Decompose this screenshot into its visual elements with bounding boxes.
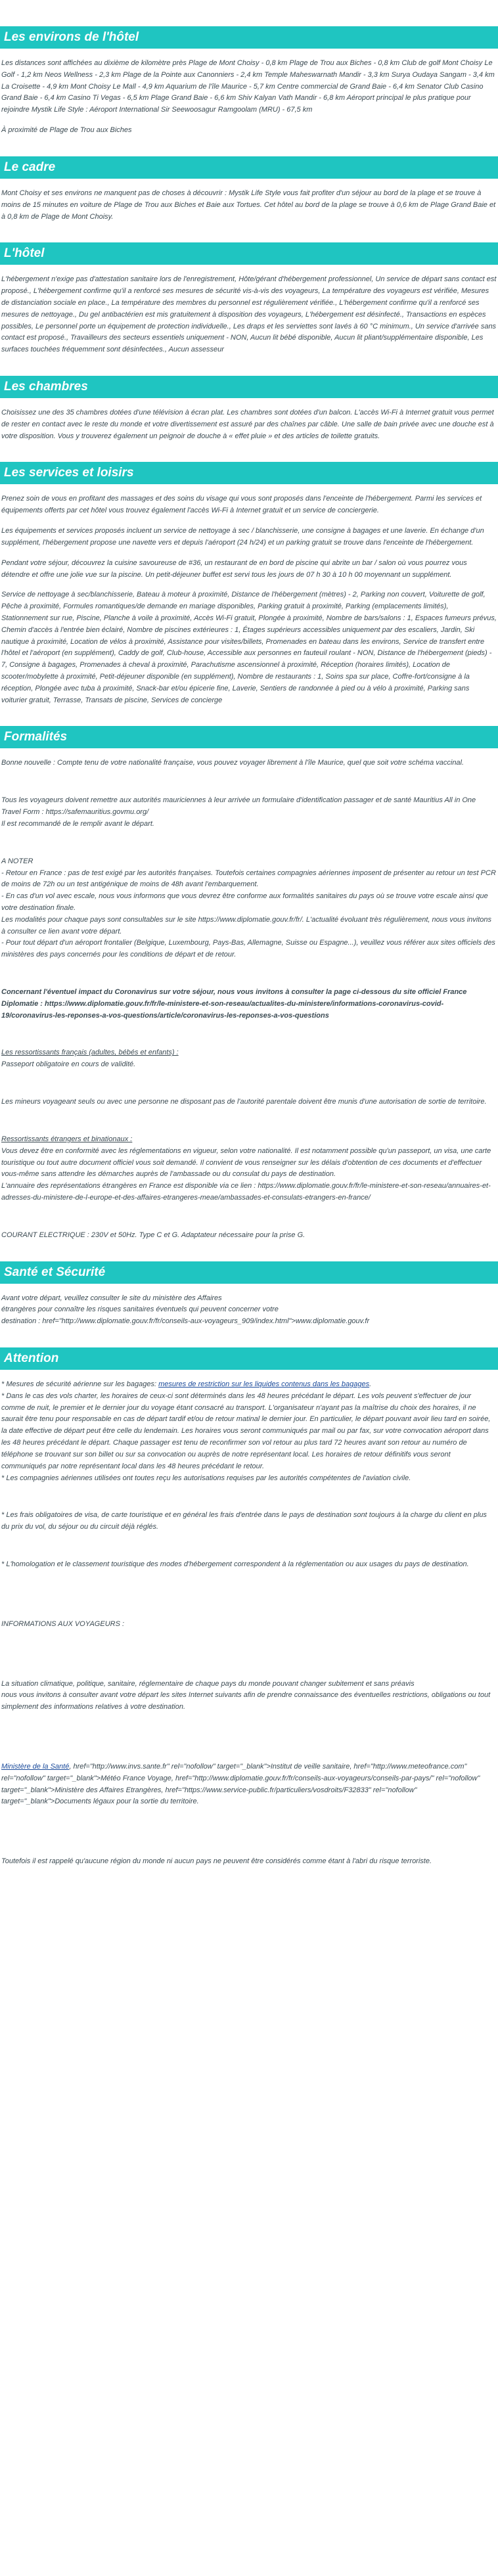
paragraph: Choisissez une des 35 chambres dotées d'une télévision à écran plat. Les chambres sont dotées d'un balcon. L'accès Wi-Fi à Internet gratuit vous permet de rester en contact avec le reste du monde et votre divertissement est assuré par des chaînes par câble. Une salle de bain privée avec une douche est à votre disposition. Vous y trouverez également un peignoir de douche à « effet pluie » et des articles de toilette gratuits. (1, 409, 494, 440)
section-title: Attention (0, 1347, 498, 1370)
section-environs (0, 26, 498, 137)
text-line: * Mesures de sécurité aérienne sur les bagages: (1, 1380, 159, 1388)
text-line: * Les compagnies aériennes utilisées ont toutes reçu les autorisations requises par les autorités compétentes de l'aviation civile. (1, 1474, 411, 1482)
liquids-restriction-link[interactable]: mesures de restriction sur les liquides contenus dans les bagages (158, 1380, 370, 1388)
paragraph: * Les frais obligatoires de visa, de carte touristique et en général les frais d'entrée dans le pays de destination sont toujours à la charge du client en plus du prix du vol, du séjour ou du circuit déjà réglés. (1, 1511, 487, 1531)
section-title: L'hôtel (0, 242, 498, 265)
paragraph: À proximité de Plage de Trou aux Biches (1, 126, 132, 135)
links-block (1, 1761, 497, 1808)
text-line: - Retour en France : pas de test exigé par les autorités françaises. Toutefois certaines compagnies aériennes imposent de présenter au retour un test PCR de moins de 72h ou un test antigénique de moins de 48h avant l'embarquement. (1, 869, 496, 889)
paragraph: Toutefois il est rappelé qu'aucune région du monde ni aucun pays ne peuvent être considérés comme étant à l'abri du risque terroriste. (1, 1857, 432, 1866)
note-title: A NOTER (1, 857, 34, 865)
paragraph: L'hébergement n'exige pas d'attestation sanitaire lors de l'enregistrement, Hôte/gérant d'hébergement professionnel, Un service de départ sans contact est proposé., L'hébergement confirme qu'il a renforcé ses mesures de sécurité vis-à-vis des voyageurs, La température des voyageurs est vérifiée, Mesures de distanciation sociale en place., La température des membres du personnel est régulièrement vérifiée., L'hébergement confirme qu'il a renforcé ses mesures de nettoyage., Du gel antibactérien est mis gratuitement à disposition des voyageurs, L'hébergement est désinfecté., Transactions en espèces possibles, Le personnel porte un équipement de protection individuelle., Les draps et les serviettes sont lavés à 60 °C minimum., Un service d'arrivée sans contact est proposé., Travailleurs des secteurs essentiels uniquement - NON, Aucun lit bébé disponible, Aucun lit pliant/supplémentaire disponible, Les surfaces touchées fréquemment sont désinfectées., Aucun assesseur (1, 275, 497, 354)
paragraph: Mont Choisy et ses environs ne manquent pas de choses à découvrir : Mystik Life Style vous fait profiter d'un séjour au bord de la plage et se trouve à moins de 15 minutes en voiture de Plage de Trou aux Biches et Baie aux Tortues. Cet hôtel au bord de la plage se trouve à 0,6 km de Plage Grand Baie et à 0,8 km de Plage de Mont Choisy. (1, 189, 496, 221)
text-line: Tous les voyageurs doivent remettre aux autorités mauriciennes à leur arrivée un formulaire d'identification passager et de santé Mauritius All in One Travel Form : https://safemauritius.govmu.org/ (1, 796, 476, 817)
paragraph: Les distances sont affichées au dixième de kilomètre près Plage de Mont Choisy - 0,8 km Plage de Trou aux Biches - 0,8 km Club de golf Mont Choisy Le Golf - 1,2 km Neos Wellness - 2,3 km Plage de la Pointe aux Canonniers - 2,4 km Temple Maheswarnath Mandir - 3,3 km Surya Oudaya Sangam - 3,4 km La Croisette - 4,9 km Mont Choisy Le Mall - 4,9 km Aquarium de l'île Maurice - 5,7 km Centre commercial de Grand Baie - 6,4 km Senator Club Casino Grand Baie - 6,4 km Casino Ti Vegas - 6,5 km Plage Grand Baie - 6,6 km Shiv Kalyan Vath Mandir - 6,8 km Aéroport principal le plus pratique pour rejoindre Mystik Life Style : Aéroport International Sir Seewoosagur Ramgoolam (MRU) - 67,5 km (1, 59, 495, 114)
section-sante (0, 1261, 498, 1328)
section-title: Le cadre (0, 156, 498, 179)
text-line: destination : href="http://www.diplomatie.gouv.fr/fr/conseils-aux-voyageurs_909/index.html">www.diplomatie.gouv.fr (1, 1317, 370, 1326)
paragraph: Pendant votre séjour, découvrez la cuisine savoureuse de #36, un restaurant de en bord de piscine qui abrite un bar / salon où vous pourrez vous détendre et offre une jolie vue sur la piscine. Un petit-déjeuner buffet est servi tous les jours de 07 h 30 à 10 h 00 moyennant un supplément. (1, 558, 467, 579)
paragraph: * L'homologation et le classement touristique des modes d'hébergement correspondent à la réglementation ou aux usages du pays de destination. (1, 1560, 469, 1568)
section-services (0, 462, 498, 706)
section-attention (0, 1347, 498, 1868)
attention-block (1, 1379, 497, 1484)
info-block (1, 1679, 497, 1713)
text-line: nous vous invitons à consulter avant votre départ les sites Internet suivants afin de prendre connaissance des éventuelles restrictions, obligations ou tout simplement des informations relatives à votre destination. (1, 1691, 491, 1711)
section-title: Formalités (0, 726, 498, 748)
ministere-sante-link[interactable]: Ministère de la Santé (1, 1763, 70, 1771)
text-line: Passeport obligatoire en cours de validité. (1, 1060, 136, 1069)
text-line: - En cas d'un vol avec escale, nous vous informons que vous devrez être conforme aux formalités sanitaires du pays où se trouve votre escale ainsi que votre destination finale. (1, 892, 488, 912)
text-line: Vous devez être en conformité avec les réglementations en vigueur, selon votre nationalité. Il est notamment possible qu'un passeport, un visa, une carte touristique ou tout autre document officiel vous soit demandé. Il convient de vous renseigner sur les délais d'obtention de ces documents et d'effectuer vous-même sans attendre les démarches auprès de l'ambassade ou du consulat du pays de destination. (1, 1146, 491, 1179)
adults-title: Les ressortissants français (adultes, bébés et enfants) : (1, 1049, 179, 1057)
section-formalites (0, 726, 498, 1241)
electric-info: COURANT ELECTRIQUE : 230V et 50Hz. Type C et G. Adaptateur nécessaire pour la prise G. (1, 1231, 306, 1239)
paragraph: Les mineurs voyageant seuls ou avec une personne ne disposant pas de l'autorité parentale doivent être munis d'une autorisation de sortie de territoire. (1, 1098, 487, 1106)
paragraph: Bonne nouvelle : Compte tenu de votre nationalité française, vous pouvez voyager librement à l'île Maurice, quel que soit votre schéma vaccinal. (1, 759, 464, 767)
text-line: , href="http://www.invs.sante.fr" rel="nofollow" target="_blank">Institut de veille sanitaire, href="http://www.meteofrance.com" rel="nofollow" target="_blank">Météo France Voyage, href="http://www.diplomatie.gouv.fr/fr/conseils-aux-voyageurs/conseils-par-pays/" rel="nofollow" target="_blank">Ministère des Affaires Etrangères, href="https://www.service-public.fr/particuliers/vosdroits/F32833" rel="nofollow" target="_blank">Documents légaux pour la sortie du territoire. (1, 1763, 480, 1806)
coronavirus-notice: Concernant l'éventuel impact du Coronavirus sur votre séjour, nous vous invitons à consulter la page ci-dessous du site officiel France Diplomatie : https://www.diplomatie.gouv.fr/fr/le-ministere-et-son-reseau/actualites-du-ministere/informations-coronavirus-covid-19/coronavirus-les-reponses-a-vos-questions/article/coronavirus-les-reponses-a-vos-questions (1, 988, 467, 1020)
sante-block (1, 1293, 497, 1328)
section-chambres (0, 376, 498, 442)
section-title: Les services et loisirs (0, 462, 498, 484)
note-block (1, 856, 497, 961)
paragraph: Les équipements et services proposés incluent un service de nettoyage à sec / blanchisserie, une consigne à bagages et une laverie. En échange d'un supplément, l'hébergement propose une navette vers et depuis l'aéroport (24 h/24) et un parking gratuit se trouve dans l'enceinte de l'hébergement. (1, 527, 484, 547)
info-title: INFORMATIONS AUX VOYAGEURS : (1, 1619, 125, 1628)
section-cadre (0, 156, 498, 223)
adults-block (1, 1047, 497, 1071)
section-title: Les environs de l'hôtel (0, 26, 498, 49)
text-line: Il est recommandé de le remplir avant le départ. (1, 819, 154, 828)
text-line: L'annuaire des représentations étrangères en France est disponible via ce lien : https://www.diplomatie.gouv.fr/fr/le-ministere-et-son-reseau/annuaires-et-adresses-du-ministere-de-l-europe-et-des-affaires-etrangeres-meae/ambassades-et-consulats-etrangers-en-france/ (1, 1182, 491, 1202)
page (0, 26, 498, 1889)
text-line: Avant votre départ, veuillez consulter le site du ministère des Affaires (1, 1294, 222, 1302)
text-line: La situation climatique, politique, sanitaire, réglementaire de chaque pays du monde pouvant changer subitement et sans préavis (1, 1679, 415, 1688)
paragraph: Service de nettoyage à sec/blanchisserie, Bateau à moteur à proximité, Distance de l'hébergement (mètres) - 2, Parking non couvert, Voiturette de golf, Pêche à proximité, Formules romantiques/de demande en mariage disponibles, Parking gratuit à proximité, Parking (emplacements limités), Stationnement sur rue, Piscine, Planche à voile à proximité, Accès Wi-Fi gratuit, Plongée à proximité, Nombre de bars/salons : 1, Espaces fumeurs prévus, Chemin d'accès à l'entrée bien éclairé, Nombre de piscines extérieures : 1, Étages supérieurs accessibles uniquement par des escaliers, Jardin, Ski nautique à proximité, Location de vélos à proximité, Assistance pour visites/billets, Promenades en bateau dans les environs, Service de transfert entre l'hôtel et l'aéroport (en supplément), Caddy de golf, Club-house, Accessible aux personnes en fauteuil roulant - NON, Distance de l'hébergement (pieds) - 7, Consigne à bagages, Promenades à cheval à proximité, Parachutisme ascensionnel à proximité, Réception (horaires limités), Location de scooter/mobylette à proximité, Petit-déjeuner disponible (en supplément), Nombre de restaurants : 1, Soins spa sur place, Coffre-fort/consigne à la réception, Plongée avec tuba à proximité, Snack-bar et/ou épicerie fine, Laverie, Sentiers de randonnée à pied ou à vélo à proximité, Parking sans voiturier gratuit, Terrasse, Transats de piscine, Services de concierge (1, 591, 497, 704)
section-title: Santé et Sécurité (0, 1261, 498, 1284)
foreign-title: Ressortissants étrangers et binationaux : (1, 1135, 133, 1143)
paragraph-form (1, 795, 497, 830)
text-line: étrangères pour connaître les risques sanitaires éventuels qui peuvent concerner votre (1, 1305, 279, 1314)
section-hotel (0, 242, 498, 356)
text-line: Les modalités pour chaque pays sont consultables sur le site https://www.diplomatie.gouv.fr/fr/. L'actualité évoluant très régulièrement, nous vous invitons à consulter ce lien avant votre départ. (1, 915, 492, 936)
paragraph: Prenez soin de vous en profitant des massages et des soins du visage qui vous sont proposés dans l'enceinte de l'hébergement. Parmi les services et équipements offerts par cet hôtel vous trouvez également l'accès Wi-Fi à Internet gratuit et un service de conciergerie. (1, 495, 482, 515)
text-line: * Dans le cas des vols charter, les horaires de ceux-ci sont déterminés dans les 48 heures précédant le départ. Les vols peuvent s'effectuer de jour comme de nuit, le premier et le dernier jour du voyage étant consacré au transport. L'organisateur n'ayant pas la maîtrise du choix des horaires, il ne saurait être tenu pour responsable en cas de départ tardif et/ou de retour matinal le dernier jour. En particulier, le départ pouvant avoir lieu tard en soirée, la date effective de départ peut être celle du lendemain. Les horaires vous seront communiqués par mail ou par fax, sur votre convocation aéroport dans les 48 heures précédant le départ. Chaque passager est tenu de reconfirmer son vol retour au plus tard 72 heures avant son retour au numéro de téléphone se trouvant sur son billet ou sur sa convocation ou auprès de notre représentant local. Les horaires de retour définitifs vous seront communiqués par notre représentant local dans les 48 heures précédant le retour. (1, 1391, 491, 1470)
text-line: . (369, 1380, 372, 1388)
text-line: - Pour tout départ d'un aéroport frontalier (Belgique, Luxembourg, Pays-Bas, Allemagne, Suisse ou Espagne...), veuillez vous référer aux sites officiels des ministères des pays concernés pour les conditions de départ et de retour. (1, 939, 495, 959)
foreign-block (1, 1134, 497, 1204)
section-title: Les chambres (0, 376, 498, 398)
